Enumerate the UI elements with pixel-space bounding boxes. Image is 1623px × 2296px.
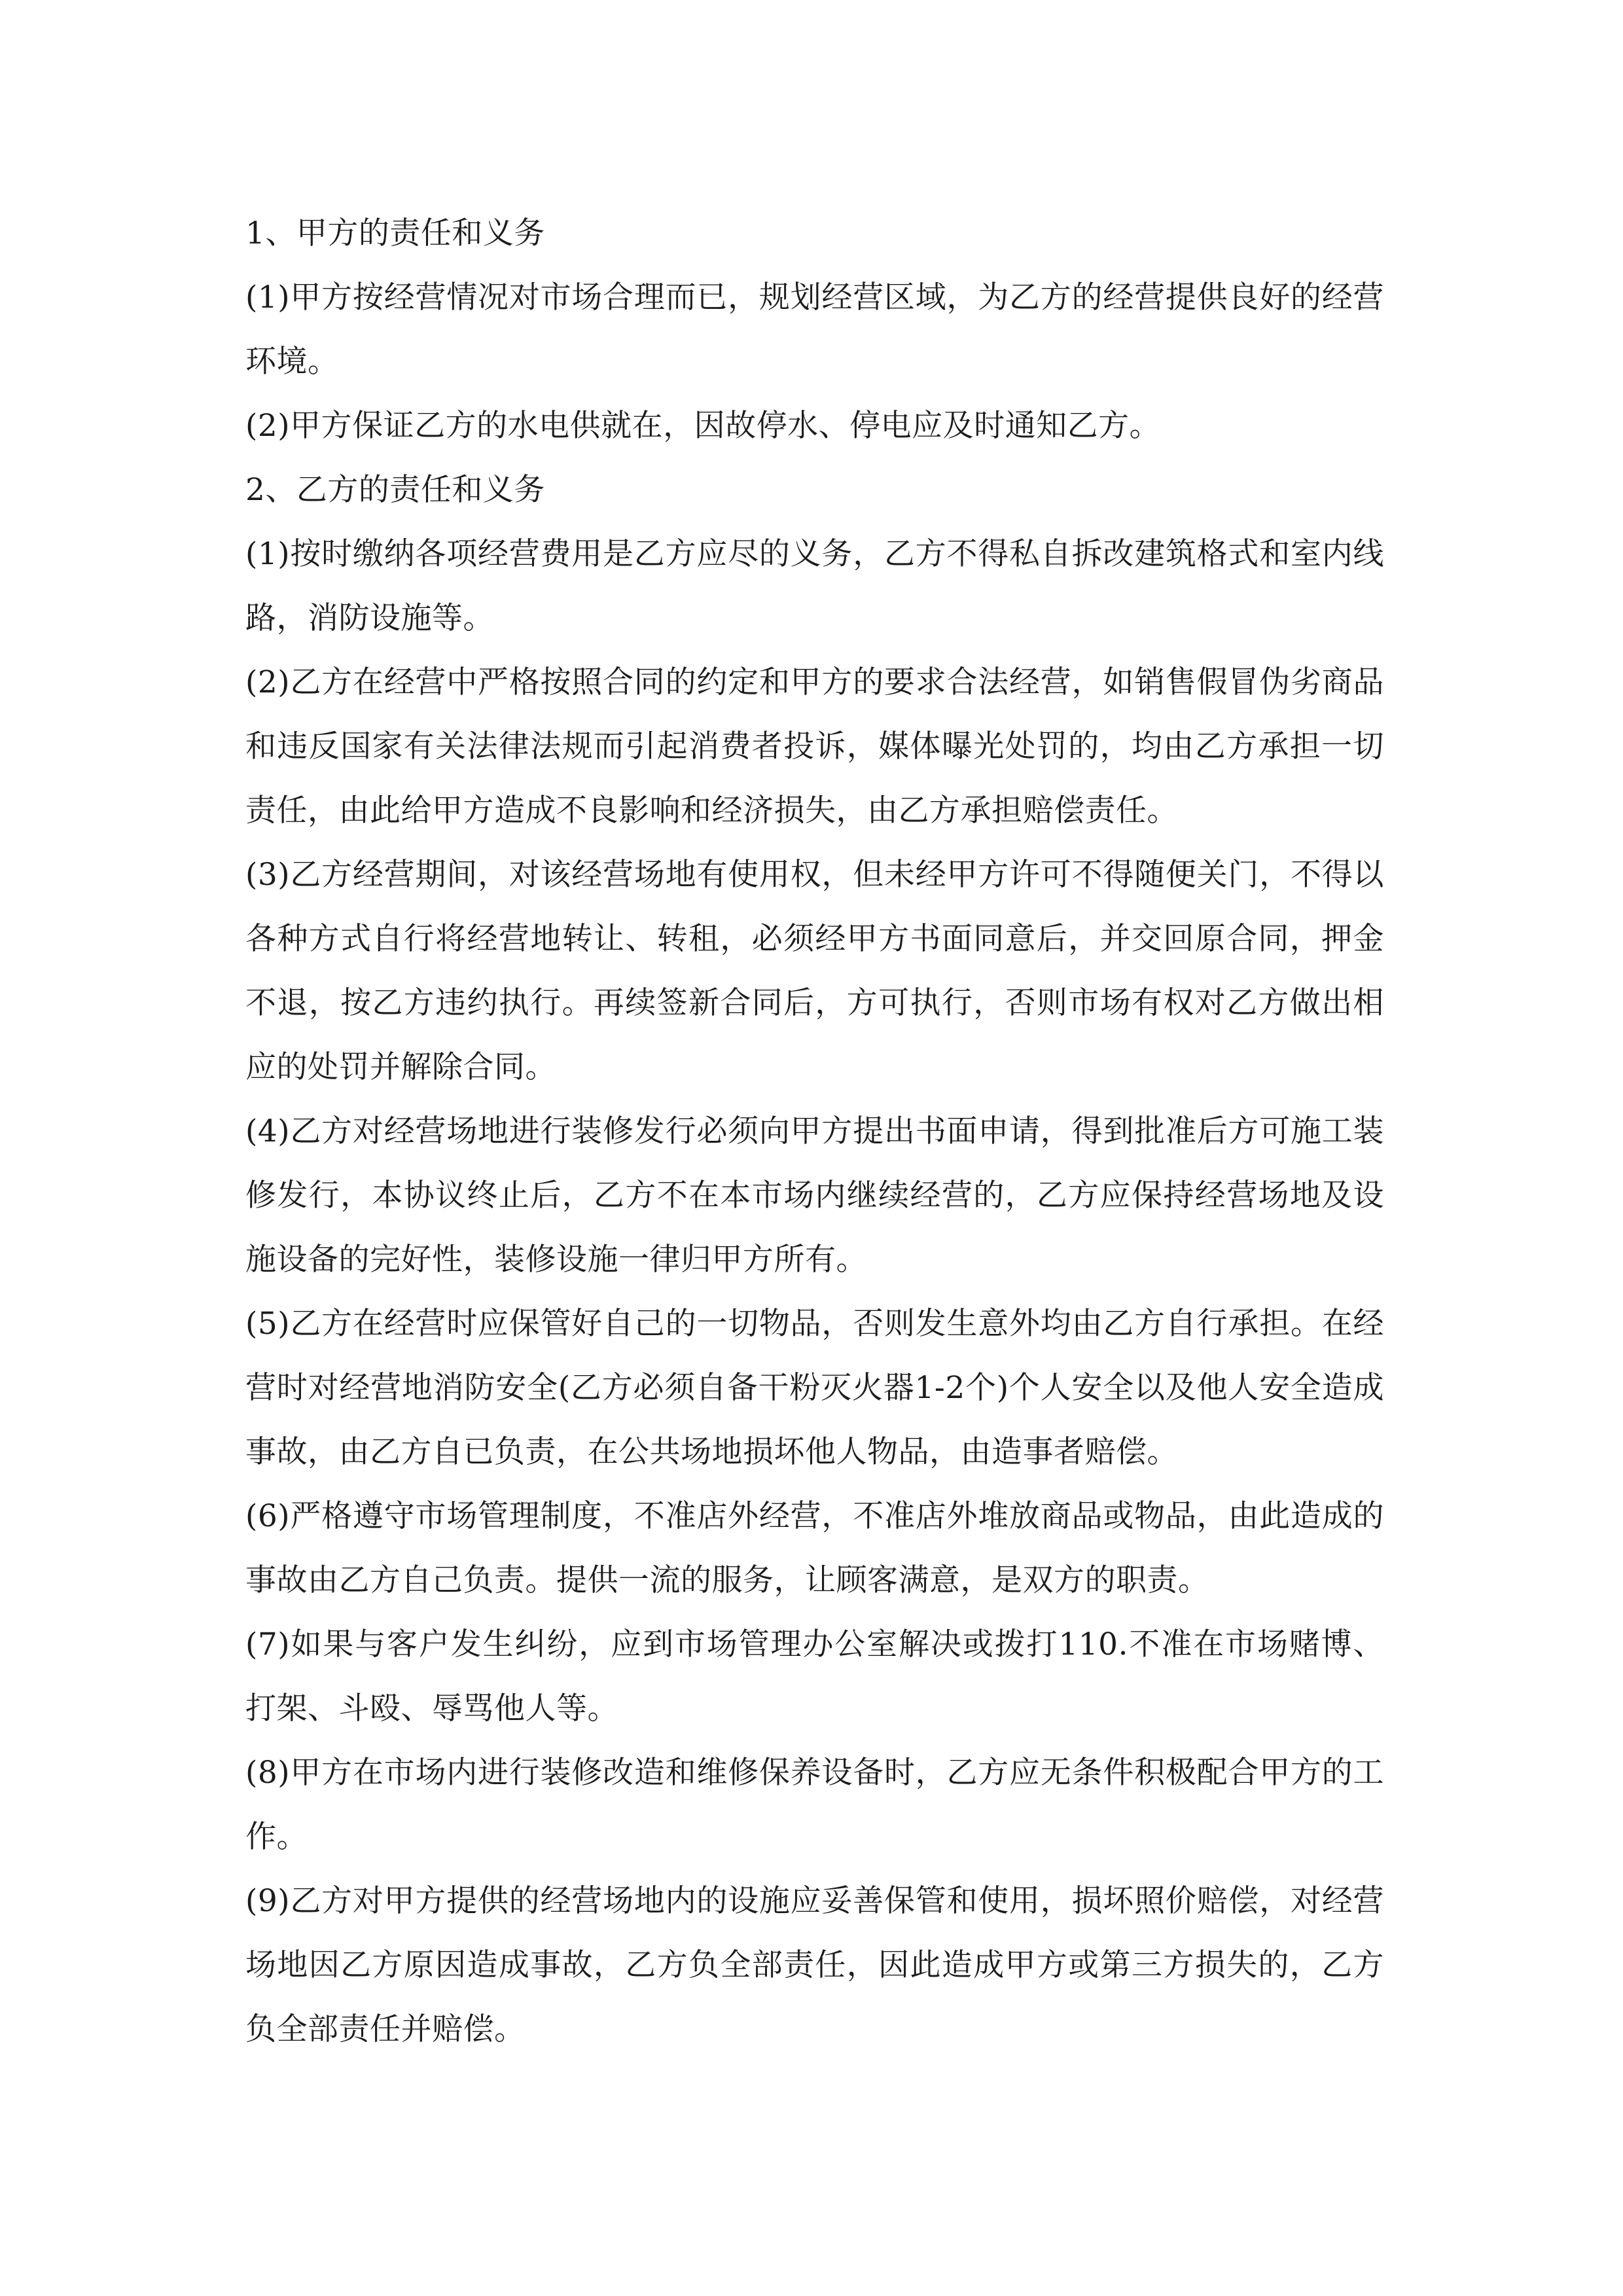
clause-b-9: (9)乙方对甲方提供的经营场地内的设施应妥善保管和使用，损坏照价赔偿，对经营场地因乙方原因造成事故，乙方负全部责任，因此造成甲方或第三方损失的，乙方负全部责任并赔偿。 (245, 1883, 1384, 2047)
section-heading-party-a: 1、甲方的责任和义务 (245, 215, 545, 251)
clause-b-3: (3)乙方经营期间，对该经营场地有使用权，但未经甲方许可不得随便关门，不得以各种方式自行将经营地转让、转租，必须经甲方书面同意后，并交回原合同，押金不退，按乙方违约执行。再续签新合同后，方可执行，否则市场有权对乙方做出相应的处罚并解除合同。 (245, 857, 1384, 1085)
clause-b-5: (5)乙方在经营时应保管好自己的一切物品，否则发生意外均由乙方自行承担。在经营时对经营地消防安全(乙方必须自备干粉灭火器1-2个)个人安全以及他人安全造成事故，由乙方自已负责，在公共场地损坏他人物品，由造事者赔偿。 (245, 1306, 1384, 1470)
clause-b-2: (2)乙方在经营中严格按照合同的约定和甲方的要求合法经营，如销售假冒伪劣商品和违反国家有关法律法规而引起消费者投诉，媒体曝光处罚的，均由乙方承担一切责任，由此给甲方造成不良影响和经济损失，由乙方承担赔偿责任。 (245, 664, 1384, 829)
clause-a-2: (2)甲方保证乙方的水电供就在，因故停水、停电应及时通知乙方。 (245, 408, 1161, 444)
clause-b-7: (7)如果与客户发生纠纷，应到市场管理办公室解决或拨打110.不准在市场赌博、打架、斗殴、辱骂他人等。 (245, 1626, 1384, 1727)
clause-b-6: (6)严格遵守市场管理制度，不准店外经营，不准店外堆放商品或物品，由此造成的事故由乙方自己负责。提供一流的服务，让顾客满意，是双方的职责。 (245, 1498, 1384, 1598)
section-heading-party-b: 2、乙方的责任和义务 (245, 472, 545, 508)
document-body (245, 202, 1384, 2062)
clause-b-4: (4)乙方对经营场地进行装修发行必须向甲方提出书面申请，得到批准后方可施工装修发行，本协议终止后，乙方不在本市场内继续经营的，乙方应保持经营场地及设施设备的完好性，装修设施一律归甲方所有。 (245, 1113, 1384, 1278)
clause-a-1: (1)甲方按经营情况对市场合理而已，规划经营区域，为乙方的经营提供良好的经营环境。 (245, 279, 1384, 380)
clause-b-1: (1)按时缴纳各项经营费用是乙方应尽的义务，乙方不得私自拆改建筑格式和室内线路，消防设施等。 (245, 536, 1384, 636)
clause-b-8: (8)甲方在市场内进行装修改造和维修保养设备时，乙方应无条件积极配合甲方的工作。 (245, 1755, 1384, 1855)
